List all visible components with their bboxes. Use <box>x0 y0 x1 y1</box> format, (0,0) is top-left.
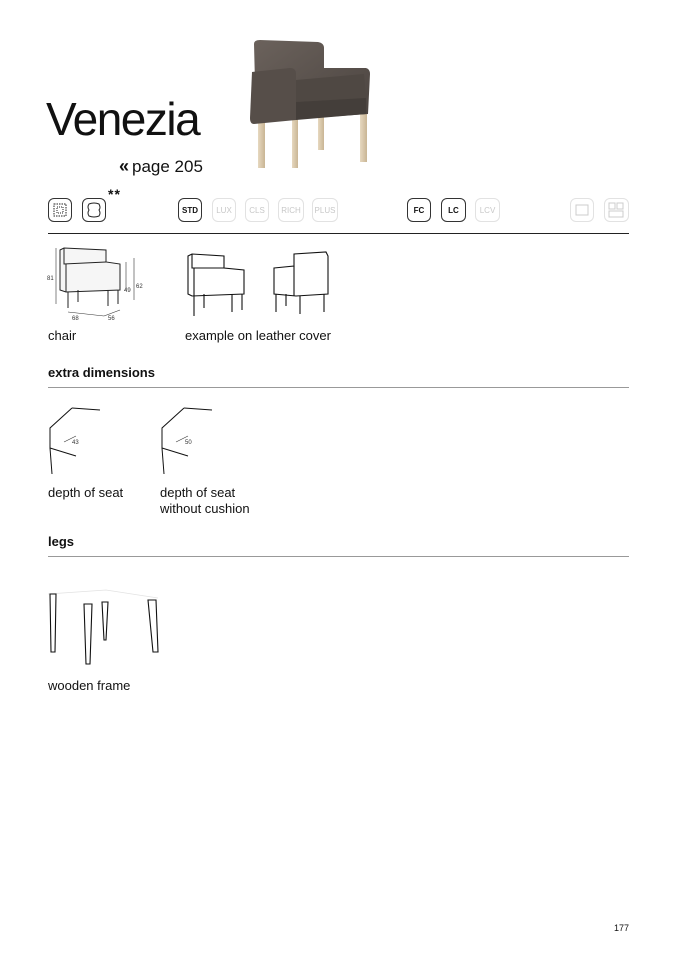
multi-module-icon <box>604 198 629 222</box>
badge-rich: RICH <box>278 198 304 222</box>
seat-depth-no-cushion-caption: depth of seat without cushion <box>160 485 250 516</box>
dim-seat-height: 49 <box>124 288 131 294</box>
page-reference-label: page 205 <box>132 157 203 176</box>
dim-arm-height: 62 <box>136 284 143 290</box>
seat-depth-no-cushion-drawing <box>158 404 218 478</box>
leather-caption: example on leather cover <box>185 328 331 343</box>
leather-hide-icon <box>82 198 106 222</box>
badge-lux: LUX <box>212 198 236 222</box>
chair-photo <box>246 38 372 170</box>
badge-lcv: LCV <box>475 198 500 222</box>
extra-dimensions-divider <box>48 387 629 388</box>
product-title: Venezia <box>46 93 200 145</box>
legs-heading: legs <box>48 534 75 549</box>
page-reference-link[interactable] <box>119 156 203 177</box>
chair-dimension-drawing <box>46 244 150 324</box>
badge-std: STD <box>178 198 202 222</box>
wooden-frame-caption: wooden frame <box>48 678 131 693</box>
back-arrow-icon: « <box>119 156 130 176</box>
fabric-texture-icon <box>48 198 72 222</box>
chair-caption: chair <box>48 328 77 343</box>
badge-plus: PLUS <box>312 198 338 222</box>
header-divider <box>48 233 629 234</box>
seat-depth-no-cushion-value: 50 <box>185 440 192 446</box>
badge-lc: LC <box>441 198 466 222</box>
seat-depth-caption: depth of seat <box>48 485 124 500</box>
dim-depth: 56 <box>108 316 115 322</box>
seat-depth-drawing <box>46 404 106 478</box>
stars-marker: ** <box>108 186 121 202</box>
badge-fc: FC <box>407 198 431 222</box>
dim-width: 68 <box>72 316 79 322</box>
seat-depth-value: 43 <box>72 440 79 446</box>
page-number: 177 <box>614 923 630 933</box>
extra-dimensions-heading: extra dimensions <box>48 365 155 380</box>
leather-front-drawing <box>184 250 250 320</box>
dim-height: 81 <box>47 276 54 282</box>
legs-divider <box>48 556 629 557</box>
wooden-legs-drawing <box>46 588 162 668</box>
badge-cls: CLS <box>245 198 269 222</box>
leather-back-drawing <box>268 250 334 320</box>
single-module-icon <box>570 198 594 222</box>
